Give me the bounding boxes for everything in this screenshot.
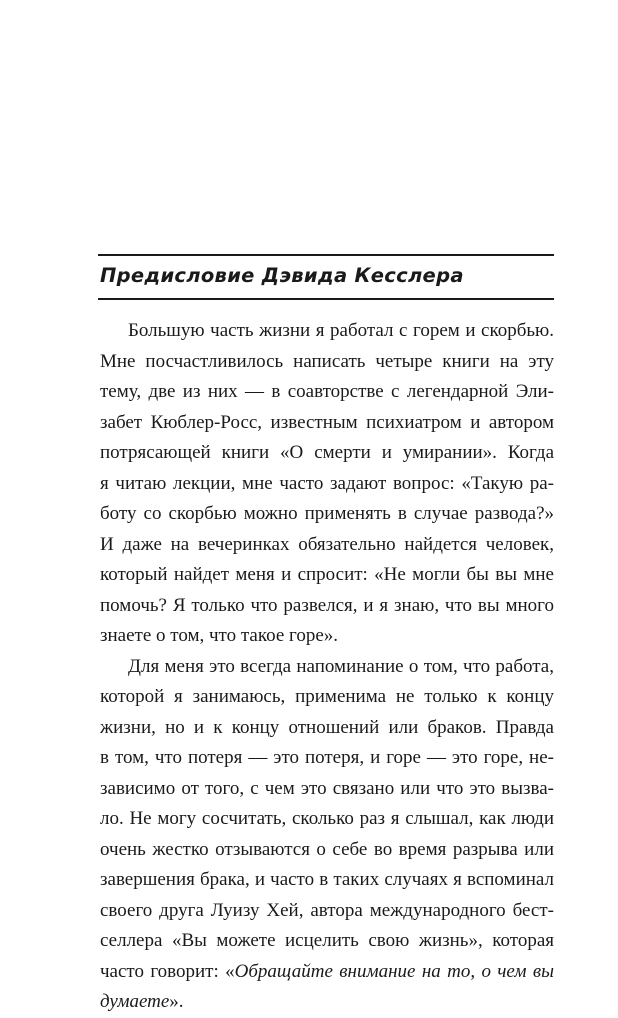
text-line: очень жестко отзываются о себе во время разрыва или [100,838,554,860]
paragraph-2 [100,652,554,1018]
text-line: Большую часть жизни я работал с горем и скорбью. [128,320,554,341]
text-line: помочь? Я только что развелся, и я знаю, что вы много [100,594,554,616]
text-line: который найдет меня и спросит: «Не могли бы вы мне [100,564,554,585]
text-line: зависимо от того, с чем это связано или что это вызва- [100,777,554,799]
text-line: жизни, но и к концу отношений или браков. Правда [100,716,554,738]
text-line: Для меня это всегда напоминание о том, что работа, [128,655,554,677]
text-line: Мне посчастливилось написать четыре книги на эту [100,350,554,372]
quote-text-italic: Обращайте внимание на то, о чем вы [234,960,554,982]
text-line: знаете о том, что такое горе». [100,625,339,646]
text-line: забет Кюблер-Росс, известным психиатром и автором [100,411,554,433]
text-line: ло. Не могу сосчитать, сколько раз я слышал, как люди [100,808,554,829]
body-text [100,316,554,1018]
text-line: тему, две из них — в соавторстве с легендарной Эли- [100,381,554,402]
text-line: потрясающей книги «О смерти и умирании». Когда [100,442,554,463]
quote-line-prefix: часто говорит: « [100,960,235,982]
quote-end-italic: думаете [100,991,170,1012]
text-line: которой я занимаюсь, применима не только к концу [100,686,554,707]
text-line: своего друга Луизу Хей, автора международного бест- [100,899,554,921]
chapter-heading: Предисловие Дэвида Кесслера [100,264,464,287]
quote-end-suffix: ». [169,991,184,1012]
text-line: я читаю лекции, мне часто задают вопрос: «Такую ра- [100,472,554,494]
heading-rule-top [98,254,554,256]
paragraph-1 [100,316,554,652]
quote-line [100,957,554,988]
text-line: селлера «Вы можете исцелить свою жизнь», которая [100,930,554,951]
text-line: в том, что потеря — это потеря, и горе — это горе, не- [100,747,554,768]
text-line: боту со скорбью можно применять в случае развода?» [100,503,554,524]
quote-end-line [100,987,554,1018]
text-line: завершения брака, и часто в таких случаях я вспоминал [100,869,554,890]
heading-rule-bottom [98,298,554,300]
text-line: И даже на вечеринках обязательно найдется человек, [100,533,554,555]
